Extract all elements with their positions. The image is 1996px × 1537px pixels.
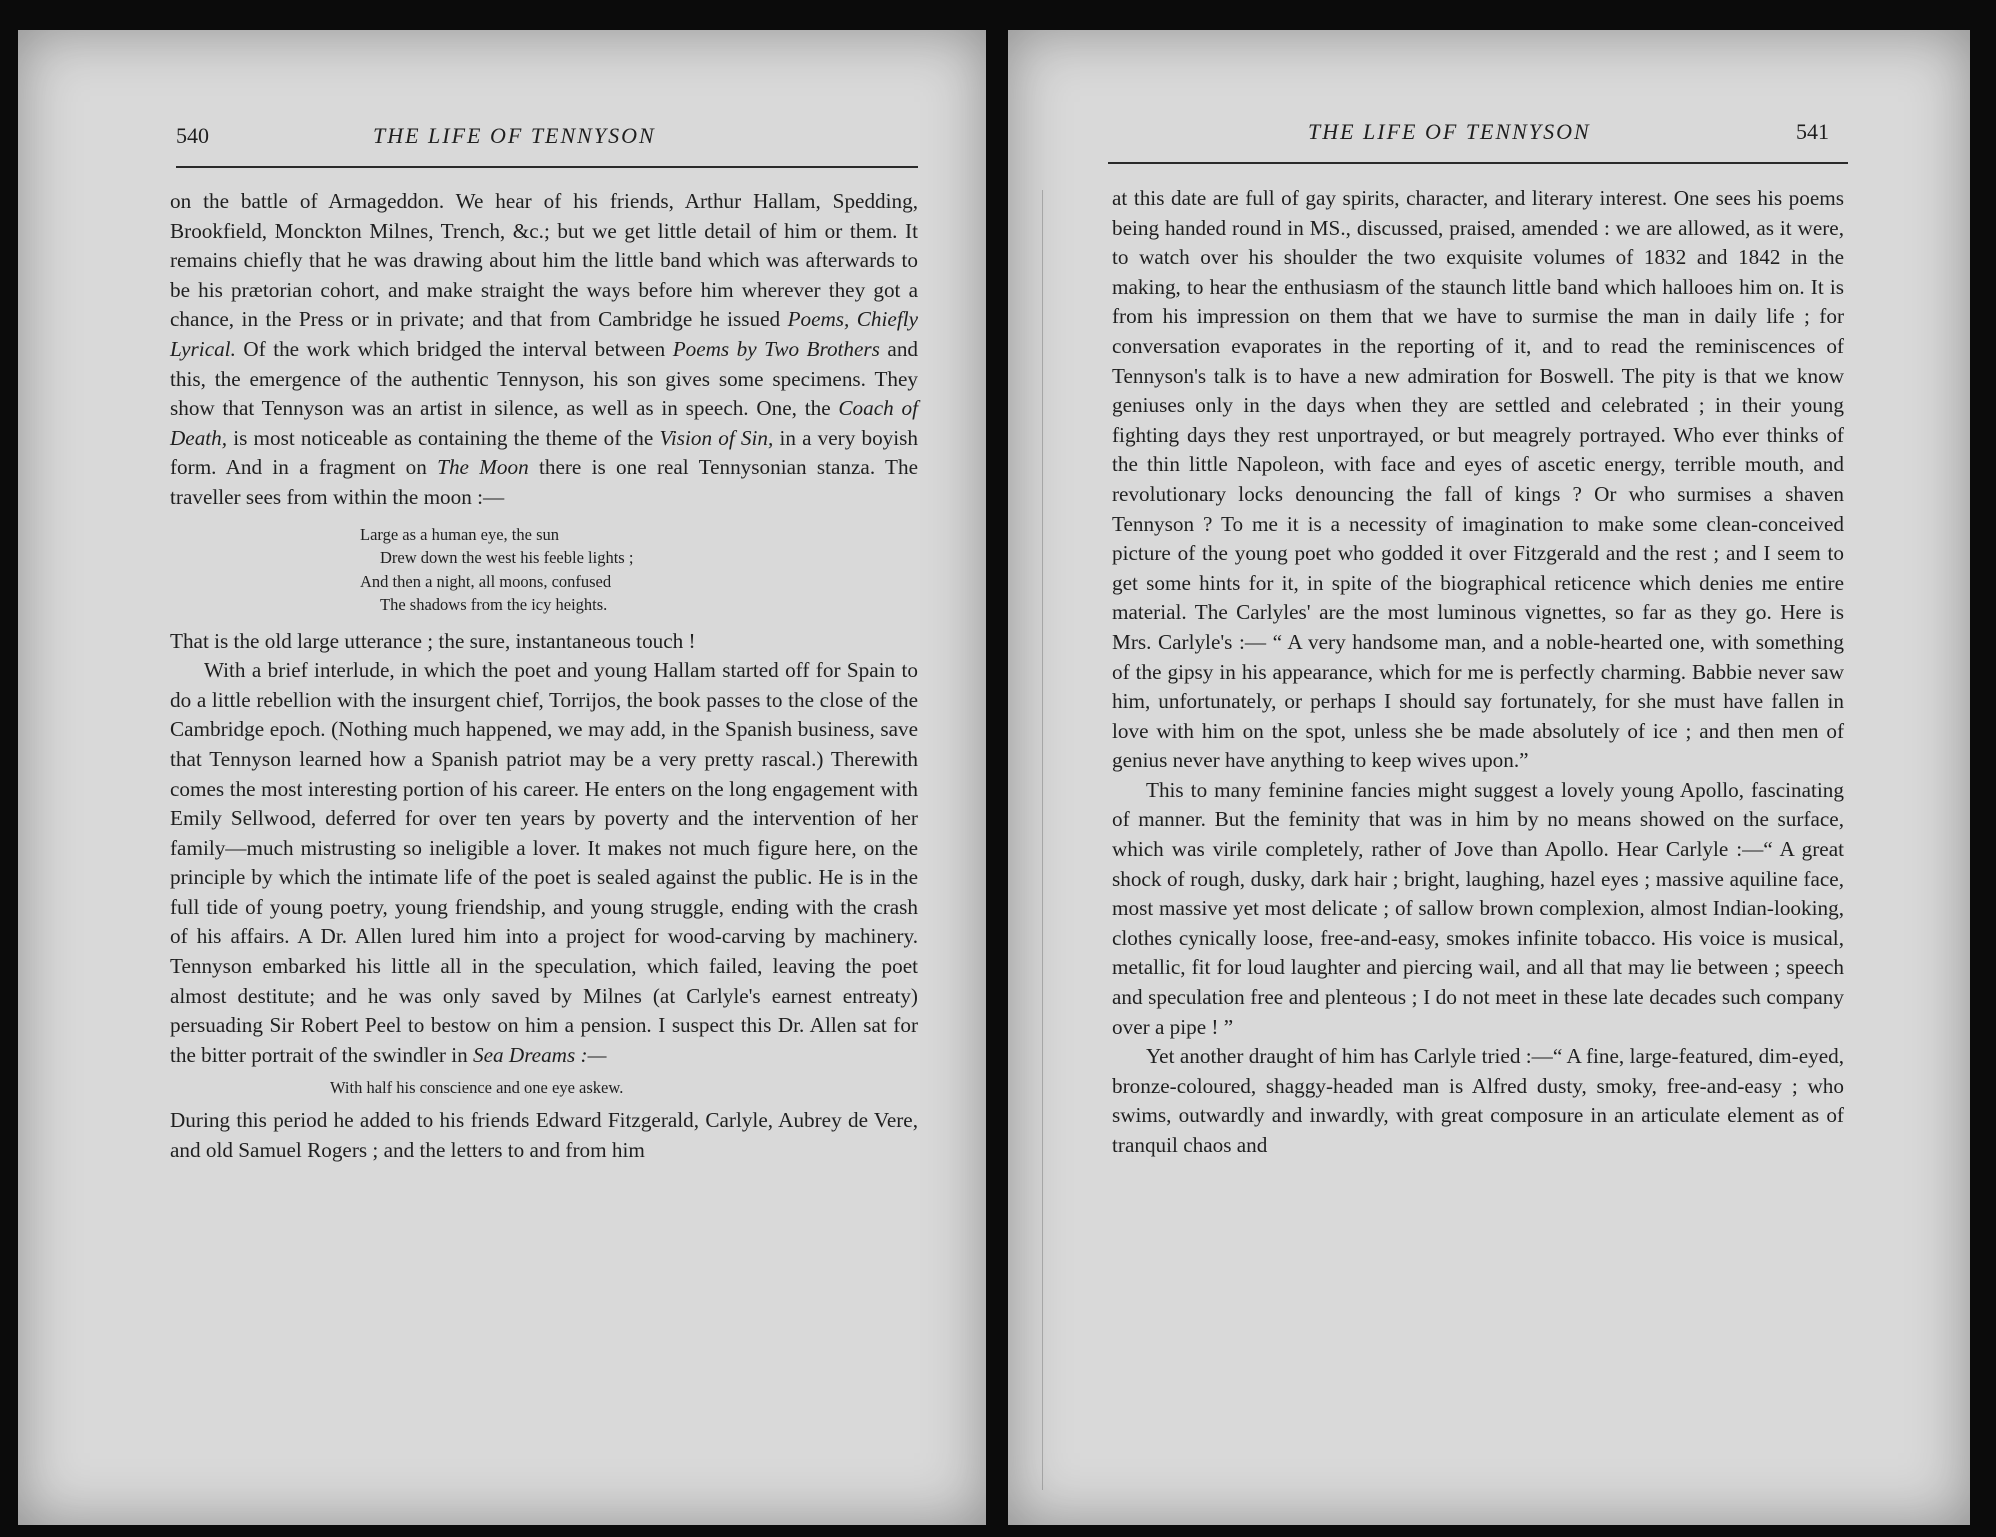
page-body [170,187,918,1165]
paragraph [170,187,918,513]
paragraph [170,656,918,1070]
title-coach-of-death: Coach of Death, [170,396,918,450]
page-number: 540 [176,123,209,148]
running-head: THE LIFE OF TENNYSON [1308,119,1591,144]
text-run: and this, the emergence of the authentic Tennyson, his son gives some specimens. They show that Tennyson was an artist in silence, as well as in speech. One, the [170,336,919,421]
left-page [18,30,986,1525]
paragraph: That is the old large utterance ; the sure, instantaneous touch ! [170,628,696,653]
title-the-moon: The Moon [437,455,529,480]
running-head: THE LIFE OF TENNYSON [373,123,656,148]
text-run: in a very boyish form. And in a fragment on [170,425,918,480]
verse-line: With half his conscience and one eye askew. [330,1078,624,1098]
title-poems-chiefly-lyrical: Poems, Chiefly Lyrical. [170,307,918,361]
header-rule [1108,162,1848,164]
text-run: With a brief interlude, in which the poet and young Hallam started off for Spain to do a little rebellion with the insurgent chief, Torrijos, the book passes to the close of the Cambridge epoch. (Nothing much happened, we may add, in the Spanish business, save that Tennyson learned how a Spanish patriot may be a very pretty rascal.) Therewith comes the most interesting portion of his career. He enters on the long engagement with Emily Sellwood, deferred for over ten years by poverty and the intervention of her family—much mistrusting so ineligible a lover. It makes not much figure here, on the principle by which the intimate life of the poet is sealed against the public. He is in the full tide of young poetry, young friendship, and young struggle, ending with the crash of his affairs. A Dr. Allen lured him into a project for wood-carving by machinery. Tennyson embarked his little all in the speculation, which failed, leaving the poet almost destitute; and he was only saved by Milnes (at Carlyle's earnest entreaty) persuading Sir Robert Peel to bestow on him a pension. I suspect this Dr. Allen sat for the bitter portrait of the swindler in [170,658,918,1067]
paragraph: During this period he added to his friends Edward Fitzgerald, Carlyle, Aubrey de Vere, and old Samuel Rogers ; and the letters to and from him [170,1107,918,1162]
paragraph: at this date are full of gay spirits, character, and literary interest. One sees his poems being handed round in MS., discussed, praised, amended : we are allowed, as it were, to watch over his shoulder the two exquisite volumes of 1832 and 1842 in the making, to hear the enthusiasm of the staunch little band which hallooes him on. It is from his impression on them that we have to surmise the man in daily life ; for conversation evaporates in the reporting of it, and to read the reminiscences of Tennyson's talk is to have a new admiration for Boswell. The pity is that we know geniuses only in the days when they are settled and celebrated ; in their young fighting days they rest unportrayed, or but meagrely portrayed. Who ever thinks of the thin little Napoleon, with face and eyes of ascetic energy, terrible mouth, and revolutionary locks denouncing the fall of kings ? Or who surmises a shaven Tennyson ? To me it is a necessity of imagination to make some clean-conceived picture of the young poet who godded it over Fitzgerald and the rest ; and I seem to get some hints for it, in spite of the biographical reticence which denies me entire material. The Carlyles' are the most luminous vignettes, so far as they go. Here is Mrs. Carlyle's :— “ A very handsome man, and a noble-hearted one, with something of the gipsy in his appearance, which for me is perfectly charming. Babbie never saw him, unfortunately, or perhaps I should say fortunately, for she must have fallen in love with him on the spot, unless she be made absolutely of ice ; and then men of genius never have anything to keep wives upon.” [1112,186,1844,773]
header-rule [176,166,918,168]
title-vision-of-sin: Vision of Sin, [659,425,774,450]
page-number: 541 [1796,119,1829,144]
verse-quote [170,523,918,617]
title-poems-by-two-brothers: Poems by Two Brothers [672,336,880,361]
verse-line: Large as a human eye, the sun [360,524,559,544]
title-sea-dreams: Sea Dreams :— [473,1042,607,1067]
text-run: on the battle of Armageddon. We hear of his friends, Arthur Hallam, Spedding, Brookfield, Monckton Milnes, Trench, &c.; but we get little detail of him or them. It remains chiefly that he was drawing about him the little band which was afterwards to be his prætorian cohort, and make straight the ways before him wherever they got a chance, in the Press or in private; and that from Cambridge he issued [170,189,918,332]
text-run: Of the work which bridged the interval between [235,336,673,361]
text-run: there is one real Tennysonian stanza. The traveller sees from within the moon :— [170,455,918,509]
verse-line: And then a night, all moons, confused [360,571,612,591]
page-body [1112,184,1844,1161]
right-page [1008,30,1970,1525]
verse-line: The shadows from the icy heights. [380,595,608,615]
text-run: is most noticeable as containing the theme of the [227,425,660,450]
verse-quote [170,1076,918,1100]
gutter-shadow [1042,190,1043,1490]
paragraph: Yet another draught of him has Carlyle tried :—“ A fine, large-featured, dim-eyed, bronze-coloured, shaggy-headed man is Alfred dusty, smoky, free-and-easy ; who swims, outwardly and inwardly, with great composure in an articulate element as of tranquil chaos and [1112,1044,1844,1157]
verse-line: Drew down the west his feeble lights ; [380,548,634,568]
paragraph: This to many feminine fancies might suggest a lovely young Apollo, fascinating of manner. But the feminity that was in him by no means showed on the surface, which was virile completely, rather of Jove than Apollo. Hear Carlyle :—“ A great shock of rough, dusky, dark hair ; bright, laughing, hazel eyes ; massive aquiline face, most massive yet most delicate ; of sallow brown complexion, almost Indian-looking, clothes cynically loose, free-and-easy, smokes infinite tobacco. His voice is musical, metallic, fit for loud laughter and piercing wail, and all that may lie between ; speech and speculation free and plenteous ; I do not meet in these late decades such company over a pipe ! ” [1112,777,1844,1039]
